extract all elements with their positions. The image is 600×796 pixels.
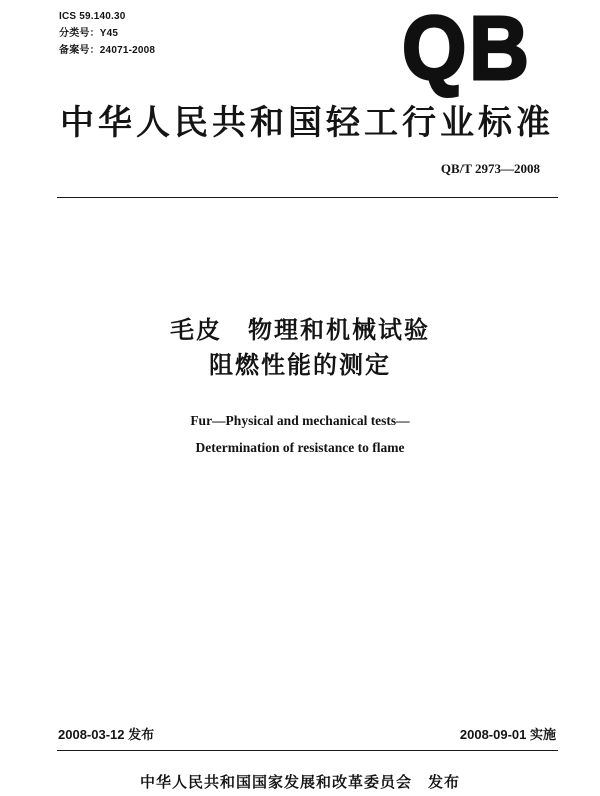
english-title-line-1: Fur—Physical and mechanical tests— <box>190 413 410 428</box>
ics-code: ICS 59.140.30 <box>59 11 126 22</box>
publisher: 中华人民共和国国家发展和改革委员会 发布 <box>139 774 460 791</box>
chinese-title-line-1: 毛皮 物理和机械试验 <box>170 317 430 344</box>
chinese-title-line-2: 阻燃性能的测定 <box>209 352 391 379</box>
qb-logo: QB <box>402 0 532 99</box>
issue-date: 2008-03-12 发布 <box>58 727 155 742</box>
record-number: 备案号：24071-2008 <box>59 45 156 56</box>
english-title-line-2: Determination of resistance to flame <box>195 440 405 455</box>
top-divider <box>57 197 558 198</box>
implementation-date: 2008-09-01 实施 <box>459 727 556 742</box>
standard-code: QB/T 2973—2008 <box>440 161 540 176</box>
classification-number: 分类号：Y45 <box>59 28 119 39</box>
bottom-divider <box>57 750 558 751</box>
standard-category-title: 中华人民共和国轻工行业标准 <box>60 104 554 142</box>
